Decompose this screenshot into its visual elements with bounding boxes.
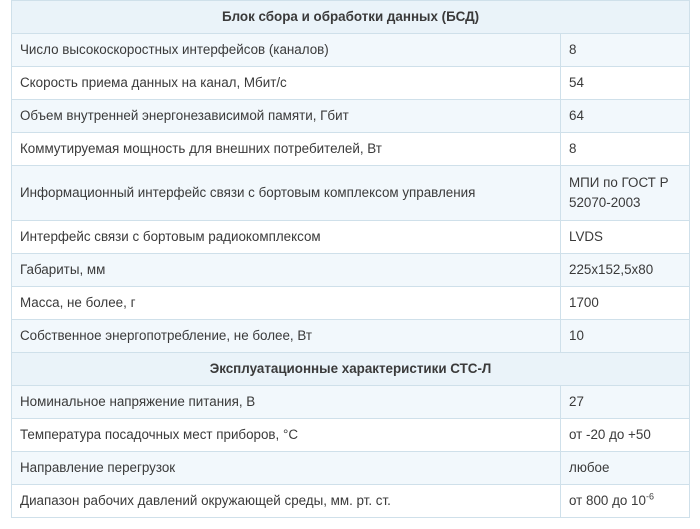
table-row	[12, 485, 690, 518]
row-label: Объем внутренней энергонезависимой памяти, Гбит	[12, 100, 561, 133]
table-row	[12, 34, 690, 67]
row-value: 64	[561, 100, 690, 133]
row-label: Диапазон рабочих давлений окружающей среды, мм. рт. ст.	[12, 485, 561, 518]
table-row	[12, 133, 690, 166]
row-label: Температура посадочных мест приборов, °С	[12, 419, 561, 452]
table-row	[12, 166, 690, 221]
table-row	[12, 419, 690, 452]
section-title: Эксплуатационные характеристики СТС-Л	[12, 353, 690, 386]
table-row	[12, 254, 690, 287]
row-label: Номинальное напряжение питания, В	[12, 386, 561, 419]
spec-table	[11, 0, 690, 518]
table-row	[12, 386, 690, 419]
table-row	[12, 67, 690, 100]
row-label: Скорость приема данных на канал, Мбит/с	[12, 67, 561, 100]
row-label: Число высокоскоростных интерфейсов (каналов)	[12, 34, 561, 67]
row-label: Информационный интерфейс связи с бортовым комплексом управления	[12, 166, 561, 221]
row-label: Собственное энергопотребление, не более, Вт	[12, 320, 561, 353]
row-value-exponent: -6	[645, 491, 654, 502]
row-label: Коммутируемая мощность для внешних потребителей, Вт	[12, 133, 561, 166]
row-value	[561, 485, 690, 518]
row-value: 27	[561, 386, 690, 419]
table-row	[12, 287, 690, 320]
row-value: 8	[561, 133, 690, 166]
row-value: 8	[561, 34, 690, 67]
row-label: Интерфейс связи с бортовым радиокомплексом	[12, 221, 561, 254]
section-header-bsd	[12, 1, 690, 34]
row-value: любое	[561, 452, 690, 485]
section-title: Блок сбора и обработки данных (БСД)	[12, 1, 690, 34]
row-value: МПИ по ГОСТ Р 52070-2003	[561, 166, 690, 221]
section-header-operating	[12, 353, 690, 386]
row-value: 1700	[561, 287, 690, 320]
row-value-text: от 800 до 10	[569, 493, 646, 508]
row-label: Габариты, мм	[12, 254, 561, 287]
table-row	[12, 452, 690, 485]
table-row	[12, 320, 690, 353]
table-row	[12, 100, 690, 133]
row-value: 10	[561, 320, 690, 353]
table-row	[12, 221, 690, 254]
row-value: 54	[561, 67, 690, 100]
row-value: LVDS	[561, 221, 690, 254]
row-label: Масса, не более, г	[12, 287, 561, 320]
row-value: от -20 до +50	[561, 419, 690, 452]
row-label: Направление перегрузок	[12, 452, 561, 485]
row-value: 225x152,5x80	[561, 254, 690, 287]
